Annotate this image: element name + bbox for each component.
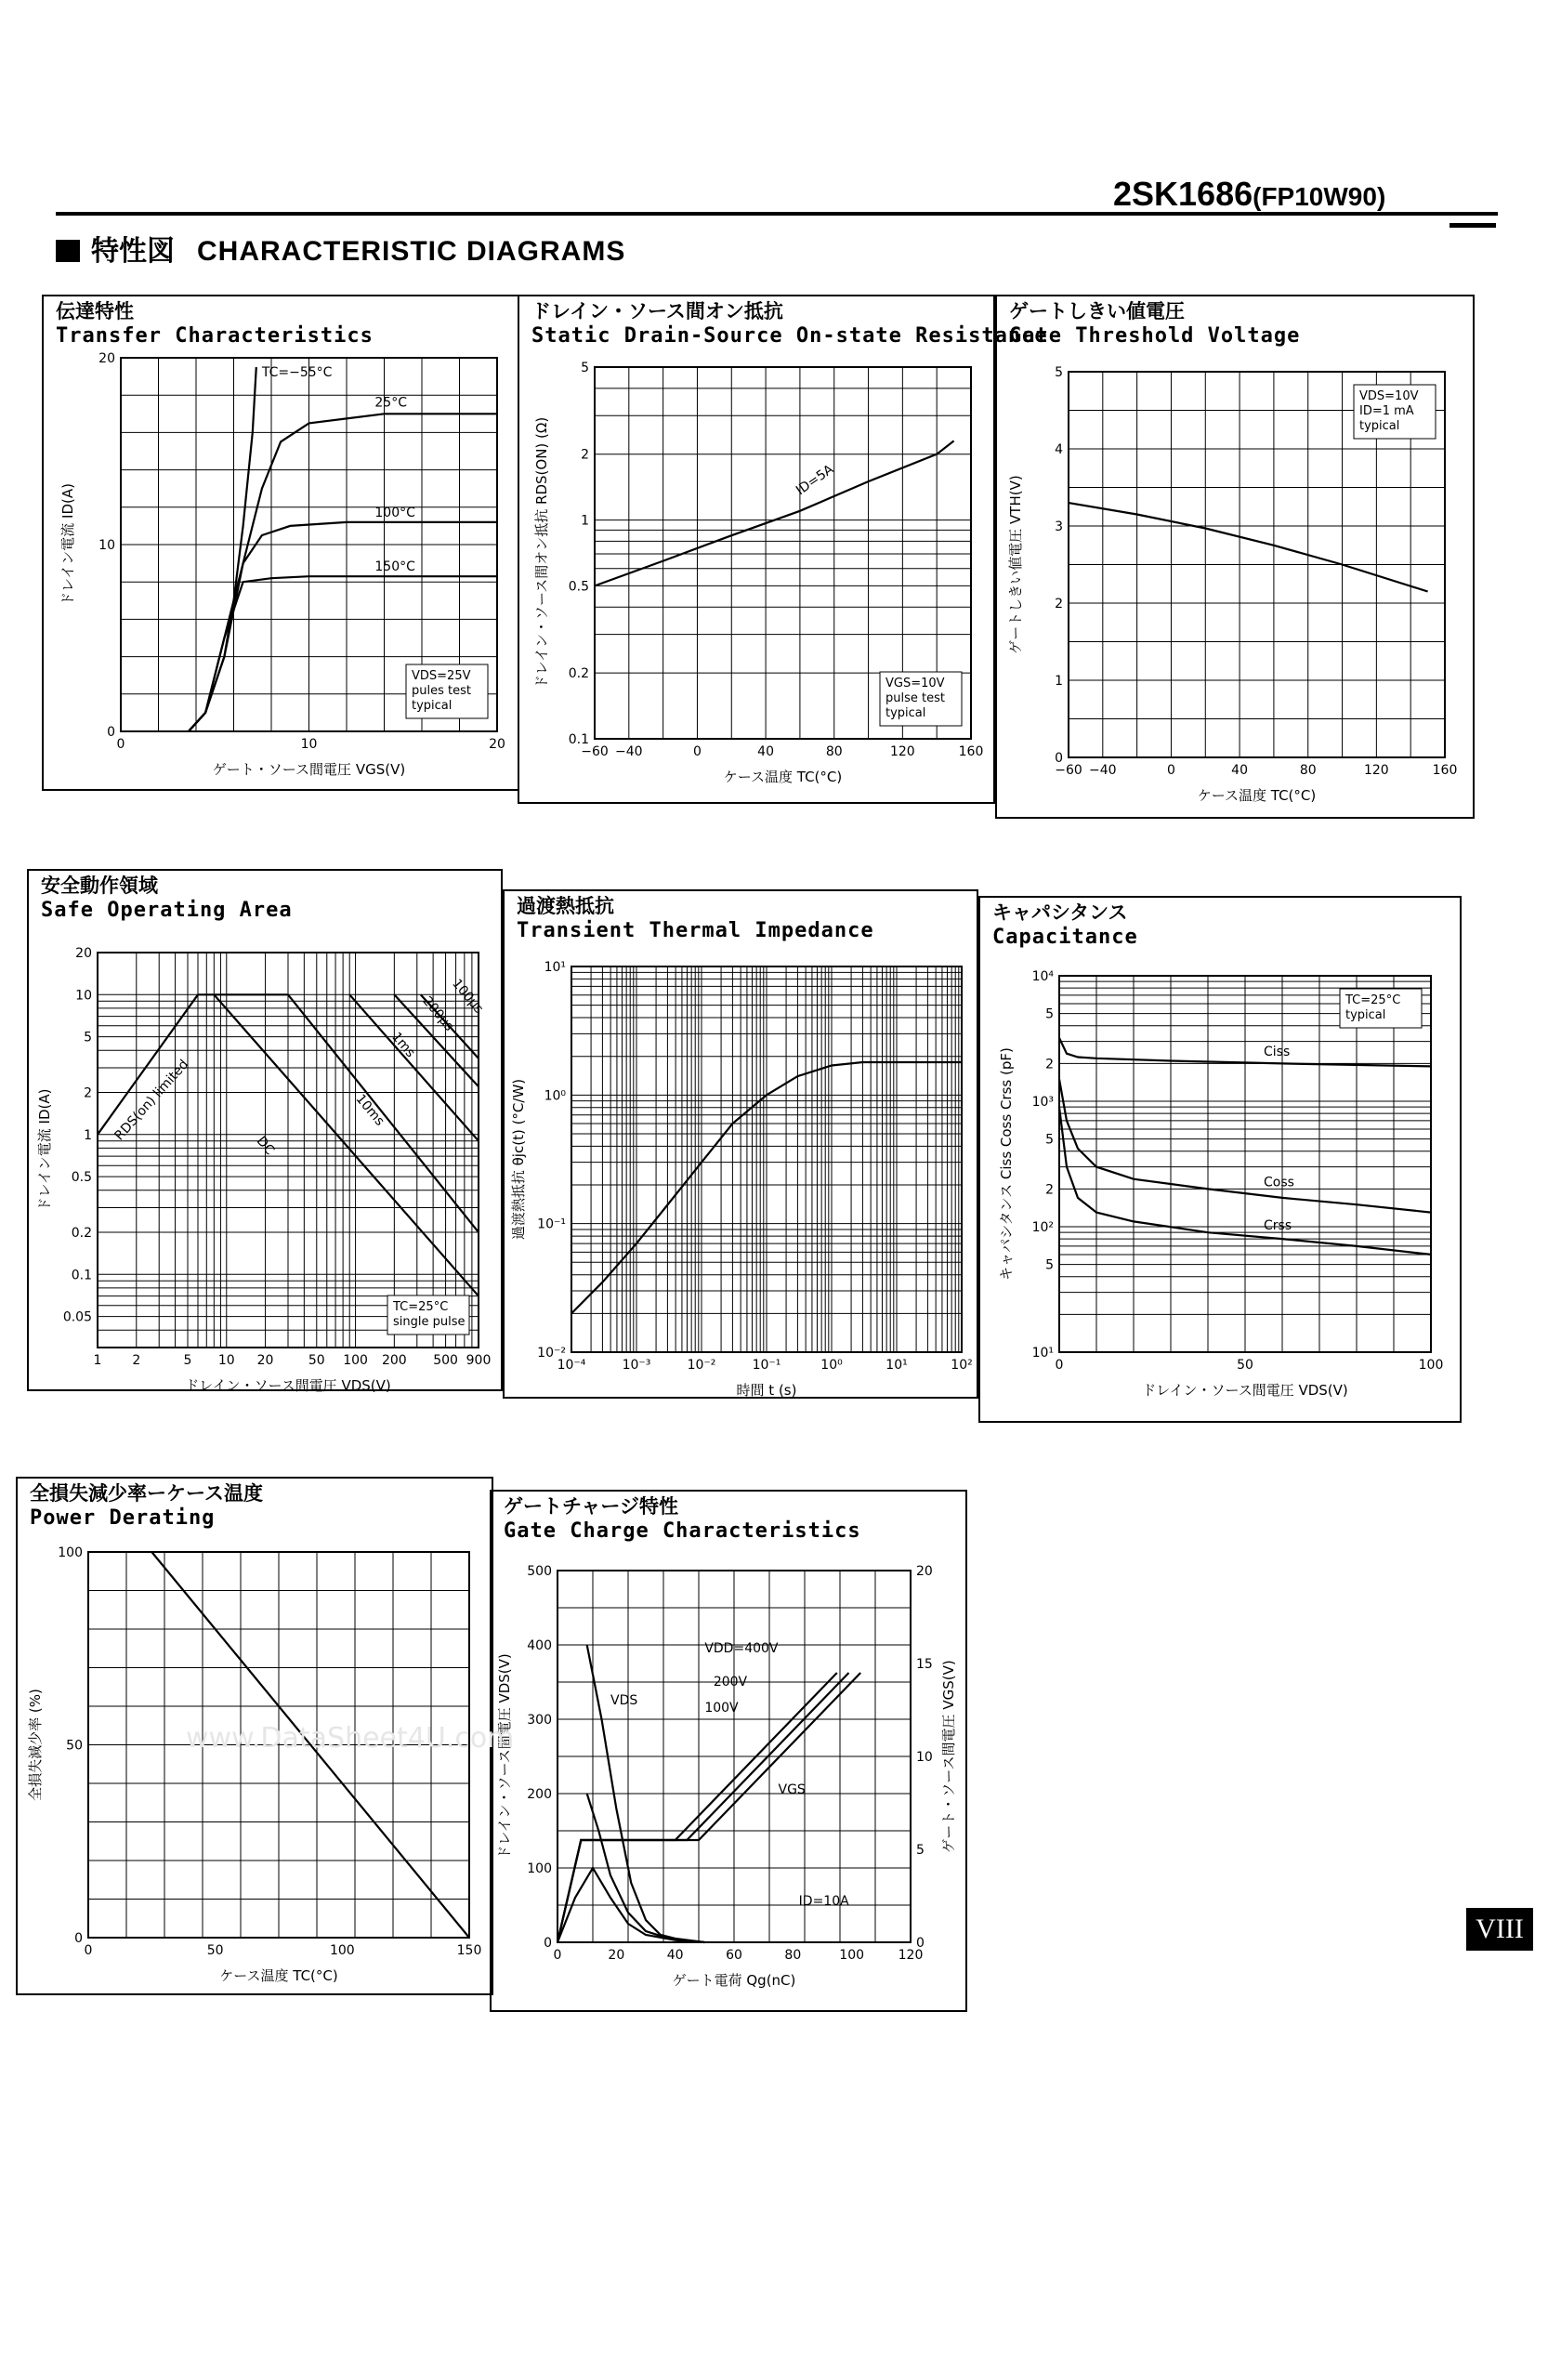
chart-title: Power Derating — [30, 1506, 216, 1530]
chart-title-jp: 安全動作領域 — [41, 874, 158, 897]
y-tick-label: 2 — [581, 447, 589, 463]
curve-label: ID=10A — [798, 1894, 849, 1909]
x-tick-label: 0 — [553, 1948, 562, 1963]
y-tick-label: 0.5 — [568, 579, 589, 595]
chart-title-jp: 伝達特性 — [56, 300, 134, 322]
curve-label: 100μs — [449, 976, 487, 1017]
x-tick-label: 10⁻⁴ — [557, 1358, 586, 1373]
curve-label: VGS — [778, 1782, 806, 1797]
curve-label: VDS — [610, 1693, 638, 1708]
x-tick-label: 900 — [466, 1353, 492, 1368]
y-tick-label: 5 — [1045, 1006, 1054, 1022]
chart-gate_charge — [491, 1491, 966, 2011]
x-axis-label: ケース温度 TC(°C) — [723, 769, 843, 785]
chart-title-jp: 過渡熱抵抗 — [517, 895, 614, 917]
note-line: pulse test — [885, 691, 945, 705]
y-tick-label: 5 — [84, 1030, 92, 1045]
x-tick-label: −40 — [1089, 763, 1117, 778]
x-tick-label: 10² — [951, 1358, 973, 1373]
x-axis-label: ドレイン・ソース間電圧 VDS(V) — [185, 1377, 391, 1394]
grid — [558, 1571, 911, 1942]
panel-frame — [518, 296, 994, 803]
x-tick-label: 0 — [84, 1943, 93, 1958]
x-tick-label: 10⁰ — [820, 1358, 843, 1373]
x-tick-label: 5 — [183, 1353, 192, 1368]
chart-vth — [996, 296, 1474, 818]
chart-title: Capacitance — [992, 926, 1138, 949]
x-tick-label: 100 — [329, 1943, 355, 1958]
x-tick-label: 100 — [343, 1353, 368, 1368]
chart-transfer — [43, 296, 518, 790]
note-line: TC=25°C — [393, 1300, 449, 1314]
y-tick-label: 10¹ — [544, 960, 566, 975]
y-tick-label: 10⁻¹ — [537, 1216, 566, 1232]
y-right-tick-label: 20 — [916, 1564, 933, 1579]
grid — [571, 966, 962, 1352]
y-axis-label: ドレイン電流 ID(A) — [36, 1088, 53, 1212]
x-tick-label: −40 — [615, 744, 643, 759]
note-line: VDS=25V — [412, 669, 471, 683]
y-tick-label: 10⁰ — [544, 1088, 566, 1104]
x-tick-label: 160 — [1432, 763, 1458, 778]
x-tick-label: 120 — [889, 744, 915, 759]
x-tick-label: 0 — [116, 737, 125, 752]
curve-label: 1ms — [388, 1029, 418, 1061]
curve-label: 200μs — [419, 993, 457, 1034]
x-tick-label: 120 — [898, 1948, 924, 1963]
note-line: TC=25°C — [1345, 993, 1401, 1007]
y-tick-label: 0.5 — [71, 1170, 92, 1186]
x-tick-label: 20 — [489, 737, 505, 752]
chart-title: Gate Charge Characteristics — [504, 1519, 861, 1543]
curve-label: 10ms — [352, 1091, 387, 1129]
x-axis-label: ゲート・ソース間電圧 VGS(V) — [212, 761, 406, 778]
y-tick-label: 0.05 — [62, 1309, 92, 1325]
x-tick-label: 2 — [132, 1353, 141, 1368]
curve-label: Crss — [1264, 1218, 1292, 1234]
x-tick-label: 500 — [433, 1353, 458, 1368]
y-right-tick-label: 10 — [916, 1750, 933, 1765]
page-tab — [1466, 1908, 1533, 1951]
chart-title: Safe Operating Area — [41, 899, 293, 922]
y-tick-label: 10⁴ — [1031, 969, 1054, 984]
y-axis-label: 全損失減少率 (%) — [27, 1689, 44, 1801]
curve-label: 100°C — [374, 505, 415, 520]
y-axis-label: ドレイン・ソース間オン抵抗 RDS(ON) (Ω) — [533, 416, 550, 690]
x-tick-label: 50 — [1237, 1358, 1253, 1373]
chart-title: Transient Thermal Impedance — [517, 919, 874, 942]
curve-label: 25°C — [374, 395, 407, 411]
y-tick-label: 3 — [1055, 519, 1063, 534]
chart-title: Gate Threshold Voltage — [1009, 324, 1301, 348]
x-tick-label: 150 — [456, 1943, 482, 1958]
y-tick-label: 100 — [58, 1545, 83, 1560]
x-axis-label: 時間 t (s) — [736, 1382, 797, 1399]
y-tick-label: 10³ — [1031, 1095, 1054, 1110]
x-axis-label: ゲート電荷 Qg(nC) — [672, 1972, 796, 1989]
x-tick-label: 50 — [206, 1943, 224, 1958]
x-tick-label: 120 — [1363, 763, 1389, 778]
x-tick-label: 200 — [381, 1353, 407, 1368]
y-tick-label: 0.2 — [568, 666, 589, 682]
x-tick-label: 100 — [1418, 1358, 1444, 1373]
x-tick-label: 100 — [839, 1948, 865, 1963]
x-tick-label: 40 — [666, 1948, 684, 1963]
x-tick-label: 0 — [1055, 1358, 1064, 1373]
y-tick-label: 0 — [544, 1936, 552, 1951]
y-tick-label: 10 — [75, 988, 92, 1004]
package-code: (FP10W90) — [1253, 182, 1386, 211]
chart-title-jp: ドレイン・ソース間オン抵抗 — [531, 300, 783, 322]
curve-label: 100V — [704, 1701, 739, 1716]
grid — [98, 953, 479, 1348]
chart-title-jp: ゲートチャージ特性 — [504, 1495, 678, 1518]
curve-label: RDS(on) limited — [112, 1057, 192, 1144]
y-tick-label: 1 — [581, 513, 589, 529]
grid — [1059, 976, 1431, 1352]
y-tick-label: 400 — [527, 1638, 552, 1653]
x-tick-label: 10 — [300, 737, 318, 752]
y-axis-label: ドレイン・ソース間電圧 VDS(V) — [496, 1653, 513, 1860]
y-tick-label: 0 — [1055, 751, 1063, 766]
x-tick-label: 20 — [256, 1353, 274, 1368]
x-tick-label: −60 — [1055, 763, 1082, 778]
x-tick-label: 80 — [1299, 763, 1317, 778]
x-tick-label: 40 — [757, 744, 775, 759]
y-tick-label: 2 — [1045, 1182, 1054, 1198]
series-line — [1069, 503, 1428, 591]
page-tab-label: VIII — [1476, 1913, 1524, 1944]
x-tick-label: 10 — [217, 1353, 235, 1368]
y-tick-label: 0.1 — [71, 1268, 92, 1283]
curve-label: 150°C — [374, 559, 415, 575]
chart-title: Transfer Characteristics — [56, 324, 374, 348]
y-right-axis-label: ゲート・ソース間電圧 VGS(V) — [940, 1660, 957, 1853]
y-tick-label: 500 — [527, 1564, 552, 1579]
y-axis-label: 過渡熱抵抗 θjc(t) (°C/W) — [510, 1078, 527, 1241]
y-tick-label: 0.2 — [71, 1226, 92, 1242]
part-number: 2SK1686(FP10W90) — [1113, 175, 1386, 213]
y-tick-label: 1 — [1055, 674, 1063, 689]
y-tick-label: 5 — [1055, 365, 1063, 380]
y-tick-label: 5 — [581, 361, 589, 375]
x-tick-label: 50 — [308, 1353, 325, 1368]
x-axis-label: ケース温度 TC(°C) — [219, 1967, 338, 1984]
y-right-tick-label: 0 — [916, 1936, 925, 1951]
curve-label: VDD=400V — [704, 1641, 779, 1656]
x-tick-label: 0 — [1166, 763, 1175, 778]
y-tick-label: 2 — [84, 1085, 92, 1101]
curve-label: Coss — [1264, 1175, 1294, 1190]
y-right-tick-label: 5 — [916, 1843, 925, 1858]
note-line: typical — [885, 706, 926, 720]
curve-label: 200V — [713, 1675, 748, 1690]
y-tick-label: 0 — [107, 725, 115, 740]
y-axis-label: ドレイン電流 ID(A) — [59, 483, 76, 606]
y-tick-label: 10⁻² — [537, 1346, 566, 1361]
y-tick-label: 20 — [98, 351, 115, 366]
y-right-tick-label: 15 — [916, 1657, 933, 1672]
note-line: VDS=10V — [1359, 389, 1419, 403]
x-tick-label: 40 — [1231, 763, 1249, 778]
y-tick-label: 5 — [1045, 1257, 1054, 1273]
chart-title: Static Drain-Source On-state Resistance — [531, 324, 1048, 348]
chart-zth — [504, 890, 977, 1399]
note-line: single pulse — [393, 1315, 466, 1329]
series-line — [595, 440, 954, 585]
note-line: typical — [1345, 1008, 1386, 1022]
x-tick-label: 0 — [692, 744, 702, 759]
y-axis-label: ゲートしきい値電圧 VTH(V) — [1007, 475, 1024, 654]
y-tick-label: 5 — [1045, 1132, 1054, 1148]
y-tick-label: 50 — [66, 1738, 83, 1754]
chart-title-jp: ゲートしきい値電圧 — [1009, 300, 1185, 322]
curve-label: DC — [253, 1133, 278, 1159]
note-line: VGS=10V — [885, 677, 945, 690]
y-tick-label: 4 — [1055, 442, 1063, 457]
series-line — [214, 994, 479, 1295]
curve-label: Ciss — [1264, 1045, 1291, 1060]
y-tick-label: 10¹ — [1031, 1346, 1054, 1361]
y-tick-label: 200 — [527, 1787, 552, 1802]
note-line: typical — [1359, 419, 1400, 433]
x-tick-label: 10¹ — [885, 1358, 908, 1373]
x-tick-label: 1 — [93, 1353, 102, 1368]
x-tick-label: 10⁻¹ — [752, 1358, 781, 1373]
curve-label: TC=−55°C — [261, 365, 333, 381]
x-tick-label: −60 — [581, 744, 609, 759]
y-tick-label: 10 — [98, 538, 115, 553]
y-tick-label: 2 — [1045, 1057, 1054, 1072]
curve-label: ID=5A — [794, 462, 837, 499]
y-tick-label: 0 — [74, 1931, 83, 1946]
y-tick-label: 10² — [1031, 1220, 1054, 1235]
y-tick-label: 0.1 — [568, 732, 589, 747]
y-tick-label: 300 — [527, 1713, 552, 1728]
note-line: ID=1 mA — [1359, 404, 1414, 418]
watermark-text: www.DataSheet4U.com — [186, 1722, 515, 1755]
x-tick-label: 60 — [726, 1948, 742, 1963]
y-tick-label: 100 — [527, 1861, 552, 1876]
y-tick-label: 1 — [84, 1127, 92, 1143]
x-tick-label: 80 — [784, 1948, 802, 1963]
x-axis-label: ドレイン・ソース間電圧 VDS(V) — [1142, 1382, 1348, 1399]
section-title-jp: 特性図 — [91, 235, 175, 268]
section-title-en: CHARACTERISTIC DIAGRAMS — [197, 236, 626, 267]
x-tick-label: 80 — [825, 744, 843, 759]
chart-soa — [28, 870, 502, 1394]
x-tick-label: 20 — [608, 1948, 625, 1963]
y-axis-label: キャパシタンス Ciss Coss Crss (pF) — [998, 1047, 1015, 1281]
x-tick-label: 10⁻² — [687, 1358, 716, 1373]
note-line: typical — [412, 699, 453, 713]
chart-title-jp: 全損失減少率ーケース温度 — [30, 1482, 263, 1505]
y-tick-label: 2 — [1055, 597, 1063, 611]
x-tick-label: 10⁻³ — [622, 1358, 651, 1373]
x-tick-label: 160 — [958, 744, 984, 759]
note-line: pules test — [412, 684, 471, 698]
x-axis-label: ケース温度 TC(°C) — [1197, 787, 1317, 804]
chart-title-jp: キャパシタンス — [992, 901, 1128, 924]
chart-rdson — [518, 296, 1048, 803]
y-tick-label: 20 — [75, 946, 92, 961]
chart-capacitance — [979, 897, 1461, 1422]
